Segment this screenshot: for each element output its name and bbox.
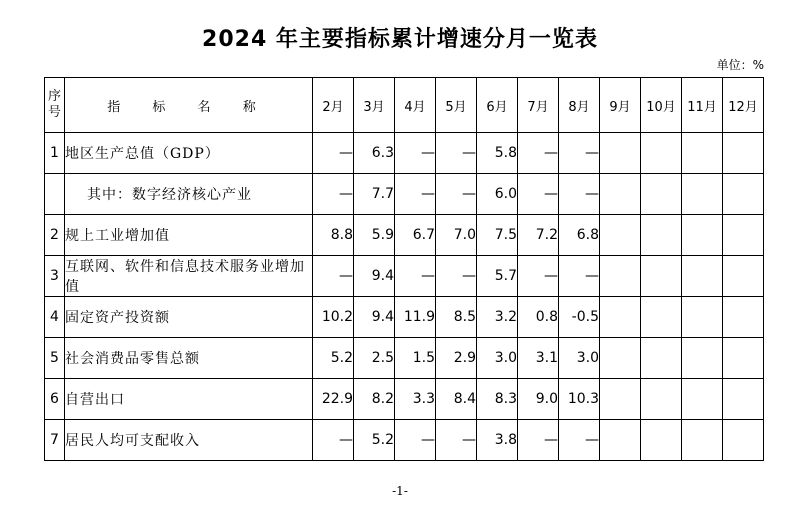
- row-month-value: —: [313, 420, 354, 461]
- row-seq: [45, 174, 65, 215]
- row-month-value: [600, 215, 641, 256]
- row-seq: 1: [45, 133, 65, 174]
- row-seq: 5: [45, 338, 65, 379]
- row-month-value: 9.4: [354, 256, 395, 297]
- row-month-value: —: [436, 133, 477, 174]
- row-month-value: —: [518, 256, 559, 297]
- row-month-value: 5.9: [354, 215, 395, 256]
- row-month-value: [682, 133, 723, 174]
- header-seq: 序号: [45, 78, 65, 133]
- row-month-value: 8.2: [354, 379, 395, 420]
- row-month-value: [723, 133, 764, 174]
- row-month-value: [600, 297, 641, 338]
- page-title: 2024 年主要指标累计增速分月一览表: [202, 27, 598, 52]
- row-month-value: 0.8: [518, 297, 559, 338]
- row-indicator-name: 规上工业增加值: [65, 215, 313, 256]
- table-row: [45, 379, 764, 420]
- row-month-value: [723, 297, 764, 338]
- row-month-value: [682, 215, 723, 256]
- row-month-value: —: [395, 420, 436, 461]
- row-month-value: [682, 379, 723, 420]
- row-month-value: —: [518, 133, 559, 174]
- row-seq: 2: [45, 215, 65, 256]
- unit-label: 单位：%: [716, 58, 764, 72]
- row-month-value: [723, 215, 764, 256]
- header-month: 12月: [723, 78, 764, 133]
- row-month-value: 9.4: [354, 297, 395, 338]
- row-month-value: [723, 420, 764, 461]
- row-month-value: 8.4: [436, 379, 477, 420]
- table-row: [45, 174, 764, 215]
- row-indicator-name: 地区生产总值（GDP）: [65, 133, 313, 174]
- table-row: [45, 420, 764, 461]
- row-month-value: 8.3: [477, 379, 518, 420]
- row-month-value: 5.7: [477, 256, 518, 297]
- row-month-value: 5.2: [313, 338, 354, 379]
- row-month-value: [600, 256, 641, 297]
- row-month-value: 3.3: [395, 379, 436, 420]
- row-month-value: [723, 379, 764, 420]
- row-month-value: 11.9: [395, 297, 436, 338]
- page-number: -1-: [392, 484, 408, 498]
- row-month-value: 9.0: [518, 379, 559, 420]
- header-month: 8月: [559, 78, 600, 133]
- row-month-value: [600, 133, 641, 174]
- row-month-value: 5.2: [354, 420, 395, 461]
- header-month: 4月: [395, 78, 436, 133]
- row-month-value: —: [518, 420, 559, 461]
- row-month-value: [600, 338, 641, 379]
- header-month: 6月: [477, 78, 518, 133]
- row-indicator-name: 社会消费品零售总额: [65, 338, 313, 379]
- row-month-value: [682, 297, 723, 338]
- row-month-value: 3.2: [477, 297, 518, 338]
- row-month-value: [723, 174, 764, 215]
- row-month-value: [641, 256, 682, 297]
- row-month-value: [723, 256, 764, 297]
- row-month-value: [600, 174, 641, 215]
- row-month-value: [600, 379, 641, 420]
- row-month-value: [682, 338, 723, 379]
- row-month-value: —: [559, 133, 600, 174]
- row-seq: 3: [45, 256, 65, 297]
- row-month-value: —: [395, 174, 436, 215]
- row-month-value: 10.2: [313, 297, 354, 338]
- row-month-value: [641, 338, 682, 379]
- row-month-value: 7.5: [477, 215, 518, 256]
- row-month-value: —: [313, 174, 354, 215]
- row-month-value: [641, 133, 682, 174]
- row-month-value: 3.0: [477, 338, 518, 379]
- row-month-value: —: [559, 174, 600, 215]
- row-month-value: 8.5: [436, 297, 477, 338]
- row-month-value: [600, 420, 641, 461]
- row-month-value: 8.8: [313, 215, 354, 256]
- row-month-value: 2.5: [354, 338, 395, 379]
- row-month-value: [682, 420, 723, 461]
- header-month: 3月: [354, 78, 395, 133]
- row-month-value: —: [313, 256, 354, 297]
- row-month-value: -0.5: [559, 297, 600, 338]
- row-month-value: —: [436, 420, 477, 461]
- header-row: [45, 78, 764, 133]
- row-month-value: —: [518, 174, 559, 215]
- table-row: [45, 215, 764, 256]
- row-indicator-name: 自营出口: [65, 379, 313, 420]
- row-month-value: 5.8: [477, 133, 518, 174]
- row-month-value: 3.0: [559, 338, 600, 379]
- row-month-value: 7.7: [354, 174, 395, 215]
- table-row: [45, 256, 764, 297]
- header-month: 5月: [436, 78, 477, 133]
- header-month: 11月: [682, 78, 723, 133]
- row-month-value: 2.9: [436, 338, 477, 379]
- header-month: 10月: [641, 78, 682, 133]
- row-month-value: —: [559, 256, 600, 297]
- row-month-value: [641, 297, 682, 338]
- row-month-value: 6.0: [477, 174, 518, 215]
- row-month-value: —: [313, 133, 354, 174]
- header-month: 9月: [600, 78, 641, 133]
- row-month-value: [682, 256, 723, 297]
- row-month-value: 1.5: [395, 338, 436, 379]
- row-month-value: 6.3: [354, 133, 395, 174]
- row-seq: 4: [45, 297, 65, 338]
- row-month-value: —: [395, 133, 436, 174]
- row-month-value: 6.7: [395, 215, 436, 256]
- row-month-value: [682, 174, 723, 215]
- table-row: [45, 133, 764, 174]
- header-name: 指 标 名 称: [65, 78, 313, 133]
- row-month-value: 7.0: [436, 215, 477, 256]
- row-month-value: —: [436, 256, 477, 297]
- row-month-value: [723, 338, 764, 379]
- row-month-value: [641, 379, 682, 420]
- row-indicator-name: 居民人均可支配收入: [65, 420, 313, 461]
- row-month-value: —: [395, 256, 436, 297]
- header-month: 2月: [313, 78, 354, 133]
- table-row: [45, 297, 764, 338]
- row-month-value: 3.1: [518, 338, 559, 379]
- row-month-value: [641, 174, 682, 215]
- row-month-value: 10.3: [559, 379, 600, 420]
- row-month-value: [641, 215, 682, 256]
- row-month-value: 7.2: [518, 215, 559, 256]
- indicator-table: [44, 77, 764, 461]
- row-seq: 7: [45, 420, 65, 461]
- row-indicator-name: 互联网、软件和信息技术服务业增加值: [65, 256, 313, 297]
- row-indicator-name: 固定资产投资额: [65, 297, 313, 338]
- row-indicator-name: 其中：数字经济核心产业: [65, 174, 313, 215]
- row-seq: 6: [45, 379, 65, 420]
- row-month-value: 22.9: [313, 379, 354, 420]
- row-month-value: 6.8: [559, 215, 600, 256]
- row-month-value: —: [436, 174, 477, 215]
- row-month-value: [641, 420, 682, 461]
- table-row: [45, 338, 764, 379]
- row-month-value: 3.8: [477, 420, 518, 461]
- header-month: 7月: [518, 78, 559, 133]
- row-month-value: —: [559, 420, 600, 461]
